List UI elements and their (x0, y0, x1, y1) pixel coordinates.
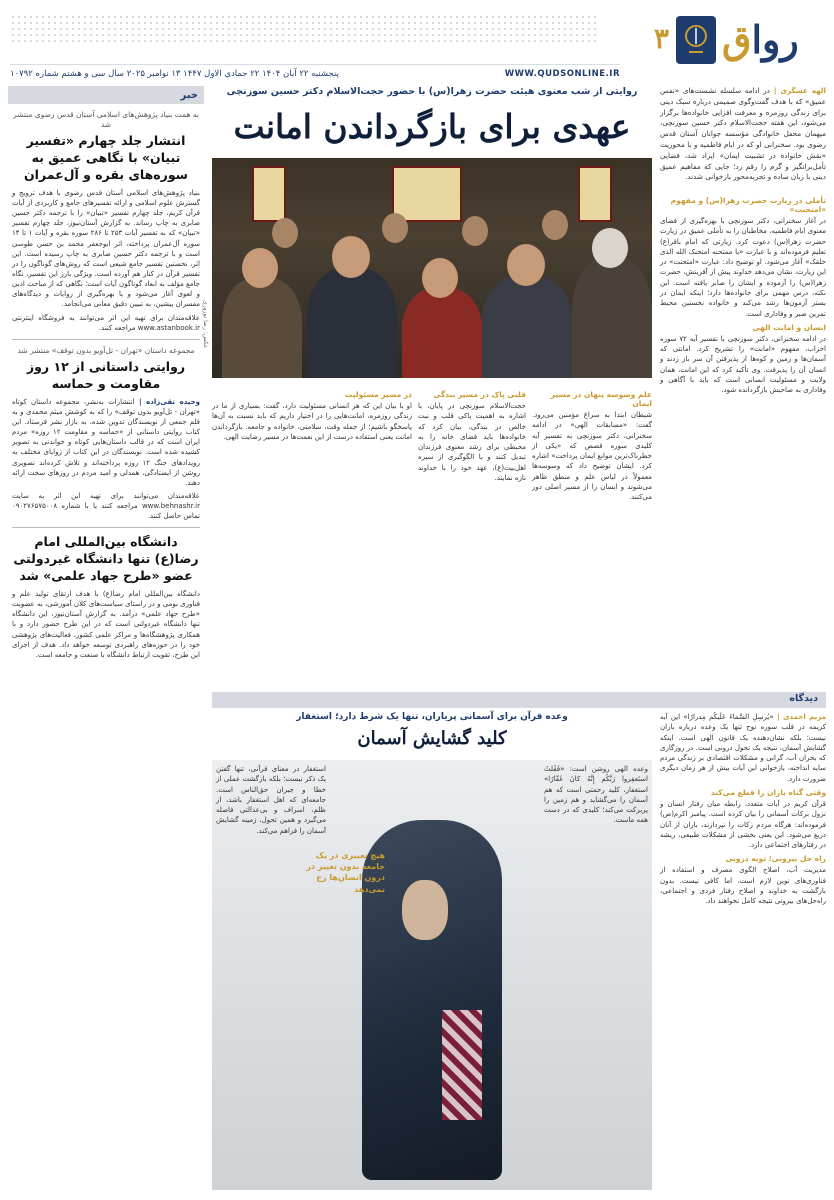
opinion-intro (660, 712, 826, 1190)
column-text: شیطان ابتدا به سراغ مؤمنین می‌رود. گفت: «مسابقات الهی» در ادامه سخنرانی، دکتر سوزنچی به تفسیر آیه کلیدی سوره قصص که «یکی از خطرناک‌ترین موانع ایمان پرداخت» اشاره کرد. ایشان توضیح داد که وسوسه‌ها معمولاً در لباس علم و منطق ظاهر می‌شوند و انسان را از مسیر اصلی دور می‌کنند. (532, 411, 652, 502)
site-url[interactable]: WWW.QUDSONLINE.IR (504, 69, 620, 79)
news-item-2 (8, 346, 204, 522)
news-item-1-footer: علاقه‌مندان برای تهیه این اثر می‌توانند به فروشگاه اینترنتی www.astanbook.ir مراجعه کنند. (12, 313, 200, 332)
news-item-1-headline[interactable]: انتشار جلد چهارم «تفسیر تبیان» با نگاهی عمیق به سوره‌های بقره و آل‌عمران (24, 133, 188, 182)
person-head (382, 213, 408, 243)
logo[interactable] (676, 12, 826, 68)
subheading: در مسیر مسئولیت (344, 390, 412, 399)
news-column-header: خبر (8, 86, 204, 104)
logo-seal-icon (676, 16, 716, 64)
story-photo[interactable] (212, 158, 652, 378)
banner-flag (578, 166, 612, 222)
story-column-4 (212, 386, 412, 686)
person-head (542, 210, 568, 240)
person-head (507, 244, 545, 286)
subheading: علم وسوسه پنهان در مسیر ایمان (550, 390, 652, 408)
person-figure (222, 278, 302, 378)
dateline (10, 64, 620, 80)
news-item-1-body: بنیاد پژوهش‌های اسلامی آستان قدس رضوی با هدف ترویج و گسترش علوم اسلامی و ارائه تفسیرهای جامع و کاربردی از آیات قرآن کریم، جلد چهارم تفسیر «تبیان» را با ترجمه دکتر حسین صابری به چاپ رساند. به گزارش آستان‌نیوز، جلد چهارم تفسیر «تبیان» که به تفسیر آیات ۲۵۳ تا ۲۸۶ سوره بقره و آیات ۱ تا ۱۴ سوره آل‌عمران پرداخته، اثر ابوجعفر محمد بن حسن طوسی است و با ترجمه دکتر حسین صابری به چاپ رسیده است. این اثر، نخستین تفسیر جامع شیعی است که روش‌های گوناگون را در تفسیر قرآن در کنار هم آورده است. ویژگی بارز این تفسیر، نگاه جامع مؤلف به ابعاد گوناگون آیات است؛ نگاهی که از مباحث ادبی و لغوی آغاز می‌شود و با بهره‌گیری از روایات و دیدگاه‌های مفسران پیشین، به تبیین دقیق معانی می‌انجامد. (12, 188, 200, 309)
news-item-1-sub: به همت بنیاد پژوهش‌های اسلامی آستان قدس رضوی منتشر شد (13, 110, 199, 130)
news-item-2-sub: مجموعه داستان «تهران - تل‌آویو بدون توقف» منتشر شد (17, 345, 195, 355)
subheading: وقتی گناه باران را قطع می‌کند (710, 787, 826, 797)
news-column (8, 86, 204, 1190)
news-item-3-body: دانشگاه بین‌المللی امام رضا(ع) با هدف ارتقای تولید علم و فناوری بومی و در راستای سیاست‌های کلان آموزشی، به عضویت «طرح جهاد علمی» درآمد. به گزارش آستان‌نیوز، این دانشگاه تنها دانشگاه غیردولتی است که در این طرح حضور دارد و با همکاری پژوهشگاه‌ها و مراکز علمی کشور، فعالیت‌های پژوهشی خود را در حوزه‌های راهبردی توسعه خواهد داد. هدف از اجرای این طرح، تقویت ارتباط دانشگاه با صنعت و جامعه است. (12, 590, 200, 659)
column-text: وعده الهی روشن است: «فَقُلتُ استَغفِروا رَبَّکُم إِنَّهُ کانَ غَفّارًا» استغفار، کلید رحمتی است که هم آسمان را می‌گشاید و هم زمین را پربرکت می‌کند؛ کلیدی که در دست همه ماست. (544, 765, 648, 825)
subheading: انسان و امانت الهی (752, 322, 826, 332)
issue-date: پنجشنبه ۲۲ آبان ۱۴۰۴ ۲۲ جمادی الاول ۱۴۴۷ ۱۳ نوامبر ۲۰۲۵ سال سی و هشتم شماره ۱۰۷۹۲ (10, 69, 339, 79)
masthead-pattern (10, 14, 600, 44)
opinion-photo[interactable] (212, 760, 652, 1190)
opinion-intro-text: «یُرسِلِ السَّماءَ عَلَیکُم مِدرارًا» این آیه کریمه در قلب سوره نوح تنها یک وعده درباره باران نیست؛ بلکه نشان‌دهنده یک قانون الهی است. اینکه گشایش آسمان، نتیجه یک تحول درونی است. در روزگاری که بحران آب، گرانی و مشکلات اقتصادی بر زندگی مردم سایه انداخته، بازخوانی این آیات بیش از هر زمان دیگری ضرورت دارد. (660, 713, 826, 783)
person-head (242, 248, 278, 288)
news-item-1 (8, 110, 204, 333)
story-kicker: روایتی از شب معنوی هیئت حضرت زهرا(س) با حضور حجت‌الاسلام دکتر حسین سوزنچی (226, 86, 638, 97)
banner-flag (392, 166, 462, 222)
column-text: استغفار در معنای قرآنی، تنها گفتن یک ذکر نیست؛ بلکه بازگشت عملی از خطا و جبران حق‌الناس است. جامعه‌ای که اهل استغفار باشد، از ظلم، اسراف و بی‌عدالتی فاصله می‌گیرد و همین تحول، زمینه گشایش آسمان را فراهم می‌کند. (216, 765, 326, 835)
photo-credit: عکس: رضا نوروزی (202, 300, 209, 349)
person-head (422, 258, 458, 298)
column-text: او با بیان این که هر انسانی مسئولیت دارد، گفت: بسیاری از ما در زندگی روزمره، امانت‌هایی را در اختیار داریم که باید نسبت به آن‌ها پاسخگو باشیم؛ از جمله وقت، سلامتی، خانواده و جامعه. بازگرداندن امانت یعنی استفاده درست از این نعمت‌ها در مسیر رضایت الهی. (212, 402, 412, 441)
news-item-2-headline[interactable]: روایتی داستانی از ۱۲ روز مقاومت و حماسه (26, 358, 186, 391)
news-item-3-headline[interactable]: دانشگاه بین‌المللی امام رضا(ع) تنها دانشگاه غیردولتی عضو «طرح جهاد علمی» شد (13, 534, 199, 584)
story-intro (660, 86, 826, 186)
subheading: راه حل بیرونی؛ توبه درونی (725, 854, 826, 864)
banner-flag (252, 166, 286, 222)
column-text: در ادامه سخنرانی، دکتر سوزنچی با تفسیر آیه ۷۲ سوره احزاب، مفهوم «امانت» را تشریح کرد. امانتی که آسمان‌ها و زمین و کوه‌ها از پذیرفتن آن سر باز زدند و انسان آن را پذیرفت. وی تأکید کرد که این امانت، همان ولایت و مسئولیت انسانی است که باید با آگاهی و وفاداری به صاحبش بازگردانده شود. (660, 334, 826, 395)
news-item-2-footer: علاقه‌مندان می‌توانند برای تهیه این اثر به سایت www.behnashr.ir مراجعه کنند یا با شماره ۰۹۰۲۷۶۵۷۵۰۰۸ تماس حاصل کنند. (12, 491, 200, 521)
divider (12, 527, 200, 528)
pull-quote: هیچ تغییری در یک جامعه بدون تغییر در درون انسان‌ها رخ نمی‌دهد (306, 851, 385, 894)
author-name: الهه عسگری | (769, 86, 826, 95)
person-figure (402, 288, 482, 378)
person-head (272, 218, 298, 248)
column-text: در آغاز سخنرانی، دکتر سوزنچی با بهره‌گیری از فضای معنوی ایام فاطمیه، مخاطبان را به تأملی عمیق در زیارت حضرت زهرا(س) دعوت کرد. زیارتی که امام باقر(ع) تعلیم فرموده‌اند و با عبارت «یا ممتحنه امتحنک الله الذی خلقک» آغاز می‌شود. او توضیح داد: عبارت «امتحنت» در این زیارت، نشان می‌دهد خداوند پیش از آفرینش، حضرت زهرا(س) را آزموده و ایشان را صابر یافته است. این نکته، درس مهمی برای خانواده‌ها دارد؛ اینکه ایمان در بستر آزمون‌ها رشد می‌کند و خانواده نخستین محیط تمرین صبر و وفاداری است. (660, 217, 826, 318)
story-intro-text: در ادامه سلسله نشست‌های «نفس عمیق» که با هدف گفت‌وگوی صمیمی درباره سبک دینی برای زندگی روزمره و معرفت افزایی خانواده‌ها برگزار می‌شود، این هفته حجت‌الاسلام دکتر حسین سوزنچی، میهمان محفل خانوادگی مؤسسه جوانان آستان قدس رضوی بود. سخنرانی او که در ایام فاطمیه و با محوریت «نقش خانواده در تشبیت ایمان» ایراد شد، فضایی تأمل‌برانگیز و گرم را رقم زد؛ جایی که مفاهیم عمیق دینی با زبان ساده و تجربه‌محور بازخوانی شدند. (660, 86, 826, 182)
masthead (0, 0, 834, 78)
person-figure (572, 258, 652, 378)
column-text: مدیریت آب، اصلاح الگوی مصرف و استفاده از فناوری‌های نوین لازم است، اما کافی نیست. بدون بازگشت به خداوند و اصلاح رفتار فردی و اجتماعی، راه‌حل‌های بیرونی نتیجه کامل نخواهند داد. (660, 866, 826, 906)
figure-face (402, 880, 448, 940)
person-head (592, 228, 628, 268)
section-label: دیدگاه (212, 692, 826, 708)
column-text: حجت‌الاسلام سوزنچی در پایان، با اشاره به اهمیت پاکی قلب و نیت خالص در بندگی، بیان کرد که خانواده‌ها باید فضای خانه را به محیطی برای رشد معنوی فرزندان تبدیل کنند و با الگوگیری از سیره اهل‌بیت(ع)، عهد خود را با خداوند تازه نمایند. (418, 402, 526, 482)
person-figure (482, 276, 572, 378)
page-number: ۳ (653, 22, 669, 55)
person-head (332, 236, 370, 278)
opinion-kicker: وعده قرآن برای آسمانی پریاران، تنها یک شرط دارد؛ استغفار (296, 712, 568, 722)
person-figure (307, 268, 397, 378)
story-column-2 (532, 386, 652, 686)
column-text: قرآن کریم در آیات متعدد، رابطه میان رفتار انسان و نزول برکات آسمانی را بیان کرده است. پیامبر اکرم(ص) فرموده‌اند: هرگاه مردم زکات را نپردازند، باران از آنان دریغ می‌شود. این یعنی بخشی از مشکلات طبیعی، ریشه در رفتارهای اجتماعی دارد. (660, 799, 826, 850)
opinion-headline[interactable]: کلید گشایش آسمان (357, 728, 507, 749)
logo-wordmark (722, 17, 799, 62)
news-item-2-body-wrap (8, 397, 204, 488)
news-item-2-lead: وحیده تقی‌زاده | (134, 397, 201, 406)
logo-part-2: ق (722, 17, 752, 62)
person-head (462, 216, 488, 246)
divider (12, 339, 200, 340)
news-item-2-body: انتشارات به‌نشر، مجموعه داستان کوتاه «تهران - تل‌آویو بدون توقف» را که به کوشش میثم محمدی و به قلم جمعی از نویسندگان تدوین شده، به بازار نشر فرستاد. این کتاب روایتی داستانی از «حماسه و مقاومت ۱۲ روزه» مردم ایران است که در قالب داستان‌هایی کوتاه و خواندنی به تصویر کشیده شده است. نویسندگان در این کتاب از زوایای مختلف به رویدادهای جنگ ۱۲ روزه پرداخته‌اند و تلاش کرده‌اند تصویری روشن از ایستادگی، همدلی و امید مردم در روزهای سخت ارائه دهند. (12, 397, 201, 487)
subheading: قلبی پاک در مسیر بندگی (433, 390, 526, 399)
story-headline[interactable]: عهدی برای بازگرداندن امانت (233, 107, 631, 146)
news-item-3 (8, 534, 204, 660)
logo-part-1: روا (751, 17, 799, 62)
story-column-3 (418, 386, 526, 686)
figure-scarf (442, 1010, 482, 1120)
opinion-author: مریم احمدی | (773, 713, 826, 721)
subheading: تأملی در زیارت حضرت زهرا(س) و مفهوم «امتحنت» (670, 196, 826, 214)
story-column-1 (660, 192, 826, 632)
